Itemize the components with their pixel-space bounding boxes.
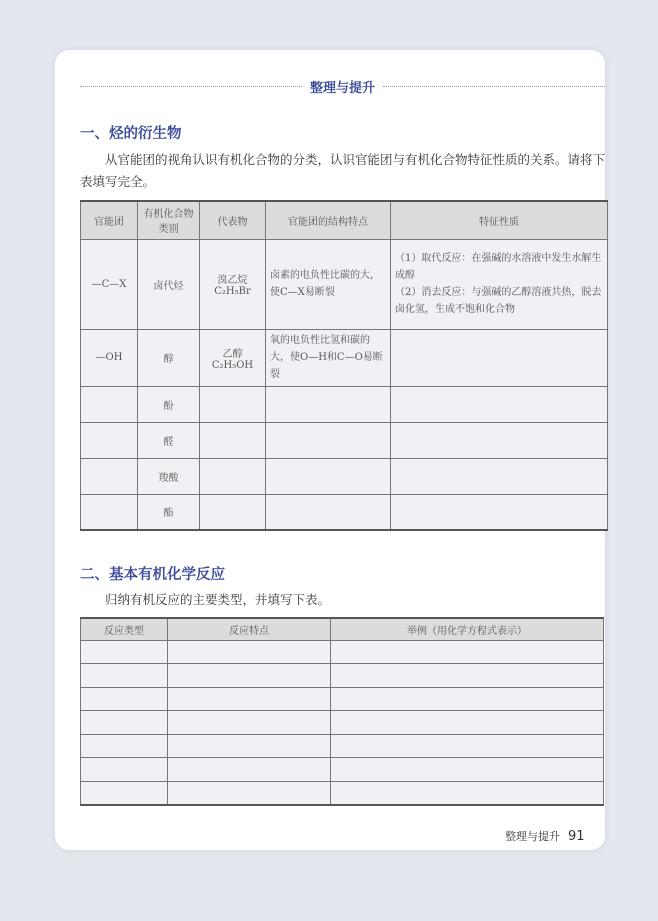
blank-cell[interactable] [81,386,138,422]
blank-cell[interactable] [81,711,168,735]
section-banner [80,76,605,96]
blank-cell[interactable] [266,386,391,422]
blank-cell[interactable] [81,422,138,458]
table-row [81,494,608,530]
blank-cell[interactable] [266,422,391,458]
blank-cell[interactable] [81,734,168,758]
blank-cell[interactable] [81,758,168,782]
characteristic-property: （1）取代反应：在强碱的水溶液中发生水解生成醇 （2）消去反应：与强碱的乙醇溶液共热，脱去卤化氢，生成不饱和化合物 [391,239,608,329]
table-row [81,239,608,329]
blank-cell[interactable] [81,640,168,664]
table-row [81,422,608,458]
table-row [81,781,604,805]
compound-class: 醛 [138,422,200,458]
blank-cell[interactable] [81,664,168,688]
section1-intro: 从官能团的视角认识有机化合物的分类，认识官能团与有机化合物特征性质的关系。请将下表填写完全。 [80,152,606,189]
blank-cell[interactable] [266,458,391,494]
blank-cell[interactable] [331,734,604,758]
derivatives-table [80,200,608,531]
page-number: 91 [568,829,585,844]
blank-cell[interactable] [200,458,266,494]
table-row [81,687,604,711]
table-row [81,664,604,688]
blank-cell[interactable] [200,386,266,422]
blank-cell[interactable] [391,458,608,494]
blank-cell[interactable] [168,758,331,782]
blank-cell[interactable] [168,640,331,664]
blank-cell[interactable] [168,781,331,805]
table-row [81,758,604,782]
header-cell: 特征性质 [391,201,608,239]
header-cell: 反应类型 [81,618,168,640]
table-row [81,329,608,386]
compound-class: 酯 [138,494,200,530]
table-row [81,458,608,494]
blank-cell[interactable] [168,734,331,758]
blank-cell[interactable] [331,640,604,664]
compound-class: 酚 [138,386,200,422]
blank-cell[interactable] [331,758,604,782]
functional-group: —C—X [81,239,138,329]
blank-cell[interactable] [391,386,608,422]
header-cell: 举例（用化学方程式表示） [331,618,604,640]
blank-cell[interactable] [331,711,604,735]
page-footer: 整理与提升 91 [505,829,585,844]
header-cell: 有机化合物类别 [138,201,200,239]
blank-cell[interactable] [81,494,138,530]
table-row [81,386,608,422]
table-row [81,711,604,735]
blank-cell[interactable] [81,781,168,805]
reactions-table [80,617,604,806]
structure-feature: 卤素的电负性比碳的大，使C—X易断裂 [266,239,391,329]
blank-cell[interactable] [81,458,138,494]
banner-title: 整理与提升 [310,80,376,96]
section2-intro: 归纳有机反应的主要类型，并填写下表。 [105,592,331,607]
table-row [81,734,604,758]
blank-cell[interactable] [331,781,604,805]
blank-cell[interactable] [81,687,168,711]
representative: 乙醇 C₂H₅OH [200,329,266,386]
compound-class: 羧酸 [138,458,200,494]
header-cell: 官能团的结构特点 [266,201,391,239]
blank-cell[interactable] [331,664,604,688]
blank-cell[interactable] [200,494,266,530]
section1-title: 一、烃的衍生物 [80,126,182,142]
representative: 溴乙烷 C₂H₅Br [200,239,266,329]
functional-group: —OH [81,329,138,386]
compound-class: 醇 [138,329,200,386]
blank-cell[interactable] [391,422,608,458]
structure-feature: 氧的电负性比氢和碳的大，使O—H和C—O易断裂 [266,329,391,386]
blank-cell[interactable] [168,664,331,688]
header-cell: 代表物 [200,201,266,239]
header-cell: 反应特点 [168,618,331,640]
characteristic-property[interactable] [391,329,608,386]
header-cell: 官能团 [81,201,138,239]
blank-cell[interactable] [266,494,391,530]
blank-cell[interactable] [168,711,331,735]
blank-cell[interactable] [168,687,331,711]
blank-cell[interactable] [200,422,266,458]
blank-cell[interactable] [391,494,608,530]
blank-cell[interactable] [331,687,604,711]
table-row [81,640,604,664]
section2-title: 二、基本有机化学反应 [80,567,225,583]
compound-class: 卤代烃 [138,239,200,329]
